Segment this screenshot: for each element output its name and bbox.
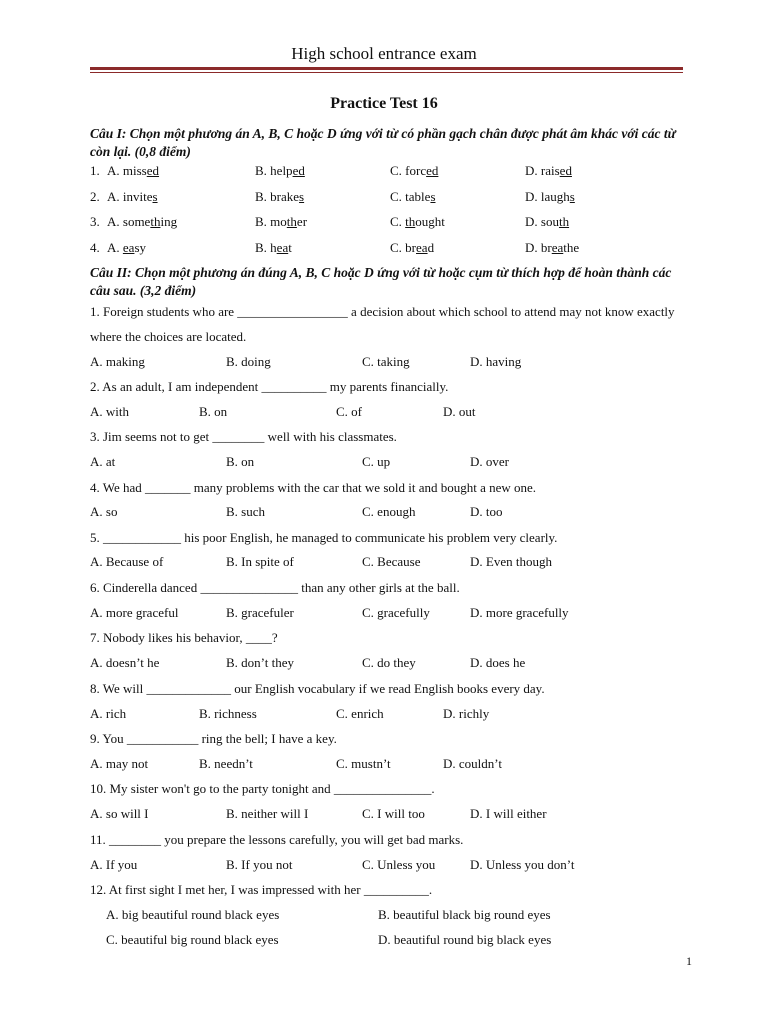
option-b: B. don’t they	[226, 655, 295, 670]
option-a: A. rich	[90, 706, 127, 721]
header-rule-thin	[90, 72, 683, 73]
section2-question-6-stem: 6. Cinderella danced _______________ than any other girls at the ball.	[90, 580, 460, 595]
option-c: C. enrich	[336, 706, 384, 721]
option-b: B. on	[226, 454, 255, 469]
section2-question-5-stem: 5. ____________ his poor English, he managed to communicate his problem very clearly.	[90, 530, 558, 545]
section2-question-8-stem: 8. We will _____________ our English vocabulary if we read English books every day.	[90, 681, 545, 696]
option-b: B. heat	[255, 240, 292, 255]
header-rule-thick	[90, 67, 683, 70]
section2-question-11-stem: 11. ________ you prepare the lessons carefully, you will get bad marks.	[90, 832, 464, 847]
option-c: C. taking	[362, 354, 410, 369]
option-c: C. I will too	[362, 806, 425, 821]
option-d: D. out	[443, 404, 476, 419]
option-c: C. Unless you	[362, 857, 436, 872]
option-c: C. Because	[362, 554, 421, 569]
option-c: C. up	[362, 454, 391, 469]
option-d: D. Unless you don’t	[470, 857, 575, 872]
option-c: C. gracefully	[362, 605, 430, 620]
option-d: D. Even though	[470, 554, 552, 569]
option-b: B. gracefuler	[226, 605, 294, 620]
option-b: B. beautiful black big round eyes	[378, 907, 551, 922]
option-a: A. may not	[90, 756, 149, 771]
option-a: A. making	[90, 354, 145, 369]
option-d: D. I will either	[470, 806, 547, 821]
section2-question-10-stem: 10. My sister won't go to the party tonight and _______________.	[90, 781, 435, 796]
option-a: A. If you	[90, 857, 138, 872]
option-c: C. tables	[390, 189, 436, 204]
question-number: 1.	[90, 163, 100, 178]
question-number: 4.	[90, 240, 100, 255]
section2-question-7-stem: 7. Nobody likes his behavior, ____?	[90, 630, 278, 645]
option-d: D. over	[470, 454, 509, 469]
option-c: C. beautiful big round black eyes	[106, 932, 279, 947]
option-d: D. couldn’t	[443, 756, 502, 771]
option-c: C. mustn’t	[336, 756, 391, 771]
option-b: B. In spite of	[226, 554, 294, 569]
section2-question-4-stem: 4. We had _______ many problems with the car that we sold it and bought a new one.	[90, 480, 537, 495]
question-number: 3.	[90, 214, 100, 229]
option-b: B. neither will I	[226, 806, 309, 821]
option-c: C. forced	[390, 163, 439, 178]
option-a: A. missed	[107, 163, 160, 178]
option-c: C. of	[336, 404, 362, 419]
option-d: D. richly	[443, 706, 490, 721]
section2-question-3-stem: 3. Jim seems not to get ________ well with his classmates.	[90, 429, 397, 444]
option-a: A. easy	[107, 240, 146, 255]
option-d: D. does he	[470, 655, 526, 670]
option-d: D. raised	[525, 163, 572, 178]
option-b: B. doing	[226, 354, 271, 369]
section1-instruction: Câu I: Chọn một phương án A, B, C hoặc D ứng với từ có phần gạch chân được phát âm khác với các từ còn lại. (0,8 điểm)	[90, 126, 676, 159]
option-c: C. enough	[362, 504, 416, 519]
option-a: A. something	[107, 214, 178, 229]
question-number: 2.	[90, 189, 100, 204]
option-b: B. mother	[255, 214, 308, 229]
option-d: D. beautiful round big black eyes	[378, 932, 552, 947]
section2-instruction: Câu II: Chọn một phương án đúng A, B, C hoặc D ứng với từ hoặc cụm từ thích hợp để hoàn thành các câu sau. (3,2 điểm)	[90, 265, 672, 298]
section2-question-12-stem: 12. At first sight I met her, I was impressed with her __________.	[90, 882, 433, 897]
option-d: D. breathe	[525, 240, 580, 255]
option-c: C. bread	[390, 240, 435, 255]
option-c: C. thought	[390, 214, 445, 229]
section2-question-1-stem: 1. Foreign students who are _________________ a decision about which school to attend may not know exactly where the choices are located.	[90, 304, 675, 344]
section2-question-9-stem: 9. You ___________ ring the bell; I have a key.	[90, 731, 337, 746]
test-title: Practice Test 16	[330, 95, 438, 112]
option-b: B. such	[226, 504, 265, 519]
option-b: B. needn’t	[199, 756, 253, 771]
option-d: D. having	[470, 354, 522, 369]
option-d: D. south	[525, 214, 570, 229]
option-b: B. helped	[255, 163, 305, 178]
option-b: B. richness	[199, 706, 257, 721]
option-a: A. more graceful	[90, 605, 179, 620]
option-a: A. big beautiful round black eyes	[106, 907, 280, 922]
option-d: D. laughs	[525, 189, 575, 204]
page-number: 1	[686, 954, 692, 968]
option-b: B. on	[199, 404, 228, 419]
section2-question-2-stem: 2. As an adult, I am independent __________ my parents financially.	[90, 379, 449, 394]
option-a: A. doesn’t he	[90, 655, 160, 670]
option-a: A. so	[90, 504, 118, 519]
option-c: C. do they	[362, 655, 416, 670]
option-b: B. If you not	[226, 857, 293, 872]
page-header-title: High school entrance exam	[291, 44, 477, 63]
option-d: D. more gracefully	[470, 605, 569, 620]
option-a: A. so will I	[90, 806, 149, 821]
option-b: B. brakes	[255, 189, 305, 204]
option-d: D. too	[470, 504, 503, 519]
option-a: A. invites	[107, 189, 158, 204]
option-a: A. with	[90, 404, 129, 419]
option-a: A. Because of	[90, 554, 164, 569]
option-a: A. at	[90, 454, 116, 469]
